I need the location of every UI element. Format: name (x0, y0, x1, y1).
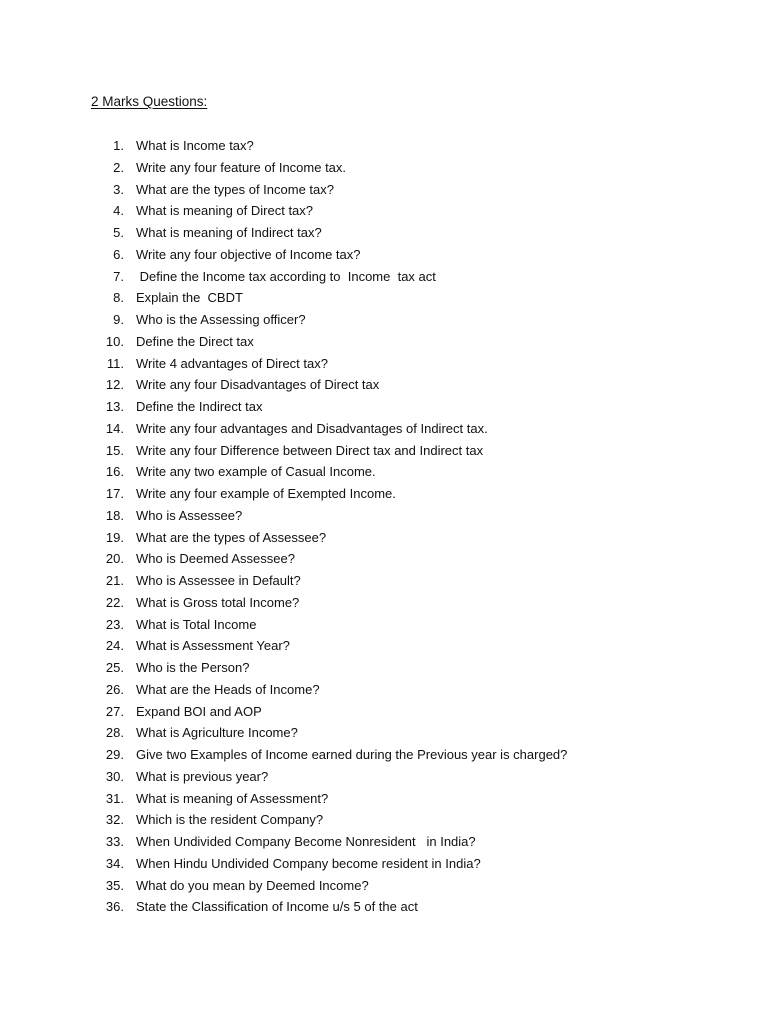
question-number: 1. (113, 138, 124, 153)
question-number: 8. (113, 290, 124, 306)
question-number: 10. (105, 333, 124, 349)
question-number: 20. (105, 551, 124, 567)
question-text: Define the Income tax according to Income tax act (136, 268, 436, 284)
question-number: 12. (105, 377, 124, 393)
question-number: 21. (105, 573, 124, 588)
question-number: 6. (113, 246, 124, 262)
question-number: 5. (113, 225, 124, 240)
question-text: Write any four Difference between Direct tax and Indirect tax (136, 442, 484, 458)
question-number: 35. (105, 877, 124, 893)
question-number: 29. (105, 747, 124, 762)
question-text: Who is the Assessing officer? (136, 312, 306, 327)
question-text: Write any four objective of Income tax? (136, 246, 361, 262)
question-text: What do you mean by Deemed Income? (136, 877, 369, 893)
question-text: Expand BOI and AOP (136, 703, 262, 719)
question-text: Write 4 advantages of Direct tax? (136, 355, 328, 371)
question-text: What is meaning of Indirect tax? (136, 225, 322, 240)
question-number: 32. (105, 812, 124, 828)
question-text: Define the Direct tax (136, 333, 254, 349)
question-number: 30. (105, 768, 124, 784)
question-text: When Hindu Undivided Company become resident in India? (136, 855, 481, 871)
question-text: Who is the Person? (136, 660, 250, 675)
question-number: 11. (106, 355, 124, 371)
question-text: What are the types of Assessee? (136, 529, 327, 545)
question-number: 28. (105, 725, 124, 741)
question-number: 24. (105, 638, 124, 654)
question-text: What are the Heads of Income? (136, 681, 320, 697)
question-number: 25. (105, 660, 124, 675)
question-number: 18. (105, 507, 124, 523)
question-number: 27. (105, 703, 124, 719)
question-number: 22. (105, 594, 124, 610)
question-number: 3. (113, 181, 124, 197)
question-number: 4. (113, 203, 124, 219)
question-number: 13. (105, 399, 124, 414)
question-text: Who is Assessee in Default? (136, 573, 301, 588)
question-number: 9. (113, 312, 124, 327)
question-text: Give two Examples of Income earned during the Previous year is charged? (136, 747, 568, 762)
page-heading: 2 Marks Questions: (91, 94, 208, 109)
question-text: Write any four example of Exempted Income. (136, 486, 396, 501)
question-number: 31. (105, 790, 124, 806)
question-text: What is Agriculture Income? (136, 725, 298, 741)
question-number: 16. (105, 464, 124, 480)
question-text: What is Income tax? (136, 138, 254, 153)
question-text: What is Total Income (136, 616, 257, 632)
question-text: Explain the CBDT (136, 290, 243, 306)
question-number: 33. (105, 834, 124, 849)
question-number: 14. (105, 420, 124, 436)
question-number: 17. (105, 486, 124, 501)
question-text: What is previous year? (136, 768, 269, 784)
question-number: 26. (105, 681, 124, 697)
question-text: Write any four Disadvantages of Direct tax (136, 377, 380, 393)
question-text: Write any two example of Casual Income. (136, 464, 376, 480)
question-text: Who is Deemed Assessee? (136, 551, 295, 567)
question-text: Write any four feature of Income tax. (136, 159, 347, 175)
question-text: State the Classification of Income u/s 5 of the act (136, 899, 418, 915)
question-text: Write any four advantages and Disadvantages of Indirect tax. (136, 420, 488, 436)
question-number: 2. (113, 159, 124, 175)
question-text: What is meaning of Direct tax? (136, 203, 314, 219)
question-text: What is Assessment Year? (136, 638, 290, 654)
question-text: What is meaning of Assessment? (136, 790, 329, 806)
question-text: What is Gross total Income? (136, 594, 300, 610)
question-number: 7. (113, 268, 124, 284)
question-text: Which is the resident Company? (136, 812, 324, 828)
question-number: 15. (105, 442, 124, 458)
question-text: Define the Indirect tax (136, 399, 263, 414)
question-text: When Undivided Company Become Nonresident in India? (136, 834, 476, 849)
question-text: Who is Assessee? (136, 507, 243, 523)
question-number: 34. (105, 855, 124, 871)
question-number: 23. (105, 616, 124, 632)
question-text: What are the types of Income tax? (136, 181, 334, 197)
question-number: 19. (105, 529, 124, 545)
question-number: 36. (105, 899, 124, 915)
